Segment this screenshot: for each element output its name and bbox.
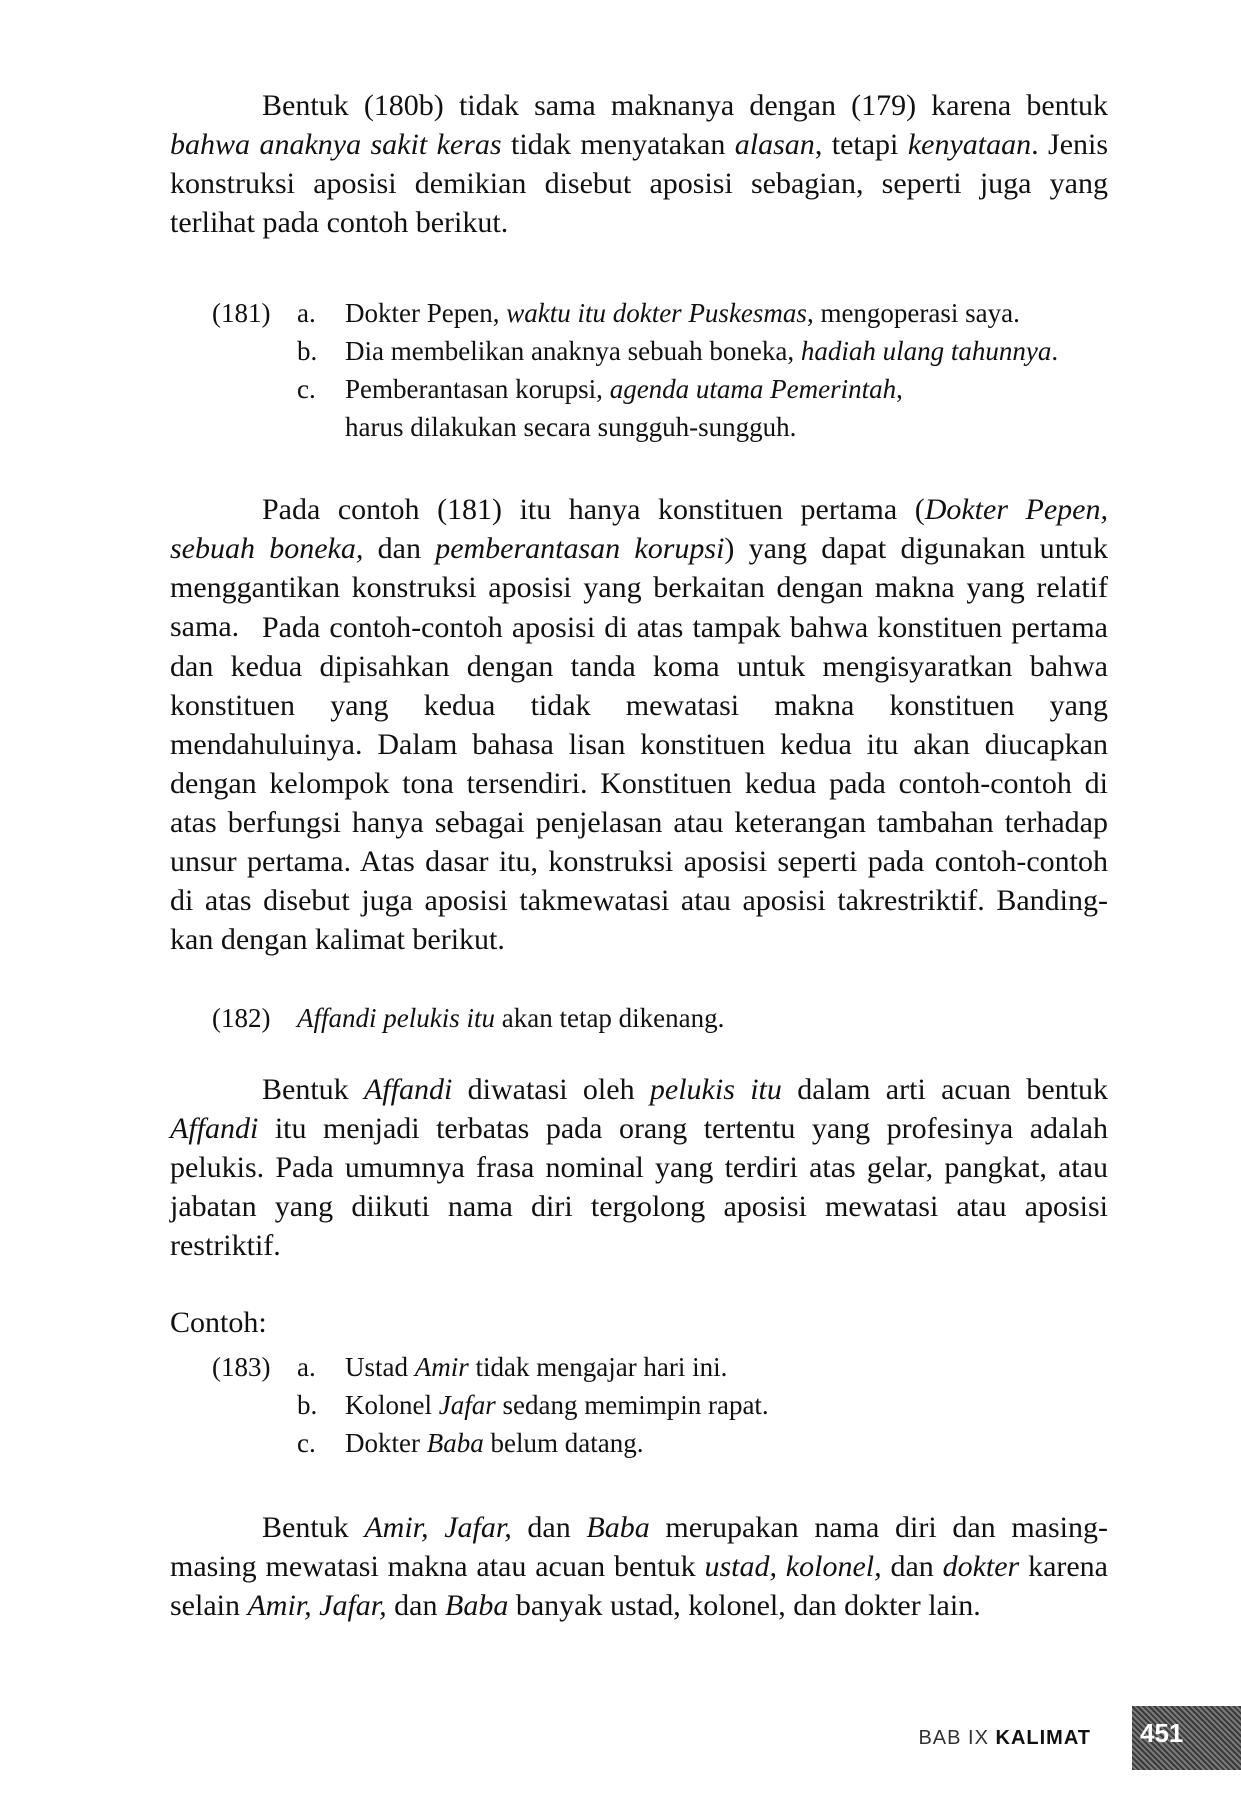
example-letter-a: a. bbox=[297, 1352, 316, 1382]
running-footer bbox=[918, 1727, 1091, 1750]
paragraph-2: Pada contoh (181) itu hanya konstituen pertama (Dokter Pepen, sebuah boneka, dan pemberantasan korupsi) yang dapat digunakan untuk menggantikan konstruksi aposisi yang berkaitan dengan makna yang relatif sama. bbox=[170, 493, 1108, 643]
chapter-label: BAB IX bbox=[918, 1727, 989, 1749]
page-number: 451 bbox=[1140, 1718, 1184, 1748]
chapter-title: KALIMAT bbox=[995, 1727, 1091, 1749]
example-number: (182) bbox=[212, 1003, 271, 1033]
paragraph-5: Bentuk Amir, Jafar, dan Baba merupakan nama diri dan masing-masing mewatasi makna atau acuan bentuk ustad, kolonel, dan dokter karena selain Amir, Jafar, dan Baba banyak ustad, kolonel, dan dokter lain. bbox=[170, 1511, 1109, 1622]
paragraph-1: Bentuk (180b) tidak sama maknanya dengan (179) karena bentuk bahwa anaknya sakit keras tidak menyatakan alasan, tetapi kenyataan. Jenis konstruksi aposisi demikian disebut aposisi sebagian, seperti juga yang terlihat pada contoh berikut. bbox=[170, 89, 1109, 239]
contoh-label: Contoh: bbox=[170, 1306, 267, 1339]
example-181c: Pemberantasan korupsi, agenda utama Pemerintah, harus dilakukan secara sungguh-sungguh. bbox=[345, 374, 903, 442]
example-letter-a: a. bbox=[297, 298, 316, 328]
example-183b: Kolonel Jafar sedang memimpin rapat. bbox=[345, 1390, 769, 1420]
paragraph-4: Bentuk Affandi diwatasi oleh pelukis itu dalam arti acuan bentuk Affandi itu menjadi terbatas pada orang tertentu yang profesinya adalah pelukis. Pada umumnya frasa nominal yang terdiri atas gelar, pangkat, atau jabatan yang diikuti nama diri tergolong aposisi mewatasi atau aposisi restriktif. bbox=[170, 1073, 1108, 1262]
example-letter-b: b. bbox=[297, 1390, 318, 1420]
example-181b: Dia membelikan anaknya sebuah boneka, hadiah ulang tahunnya. bbox=[345, 336, 1059, 366]
example-181a: Dokter Pepen, waktu itu dokter Puskesmas, mengoperasi saya. bbox=[345, 298, 1020, 328]
example-number: (181) bbox=[212, 298, 271, 328]
example-letter-b: b. bbox=[297, 336, 318, 366]
paragraph-3: Pada contoh-contoh aposisi di atas tampak bahwa konstituen pertama dan kedua dipisahkan dengan tanda koma untuk mengisyaratkan bahwa konstituen yang kedua tidak mewatasi makna konstituen yang mendahuluinya. Dalam bahasa lisan konstituen kedua itu akan diucapkan dengan kelompok tona tersendiri. Konstituen kedua pada contoh-contoh di atas berfungsi hanya sebagai penjelasan atau keterangan tambahan terhadap unsur pertama. Atas dasar itu, konstruksi aposisi seperti pada contoh-contoh di atas disebut juga aposisi takmewatasi atau aposisi takrestriktif. Banding-kan dengan kalimat berikut. bbox=[170, 611, 1108, 956]
example-letter-c: c. bbox=[297, 374, 316, 404]
example-182-text: Affandi pelukis itu akan tetap dikenang. bbox=[297, 1003, 725, 1033]
example-number: (183) bbox=[212, 1352, 271, 1382]
example-letter-c: c. bbox=[297, 1428, 316, 1458]
example-183c: Dokter Baba belum datang. bbox=[345, 1428, 644, 1458]
example-183a: Ustad Amir tidak mengajar hari ini. bbox=[345, 1352, 728, 1382]
